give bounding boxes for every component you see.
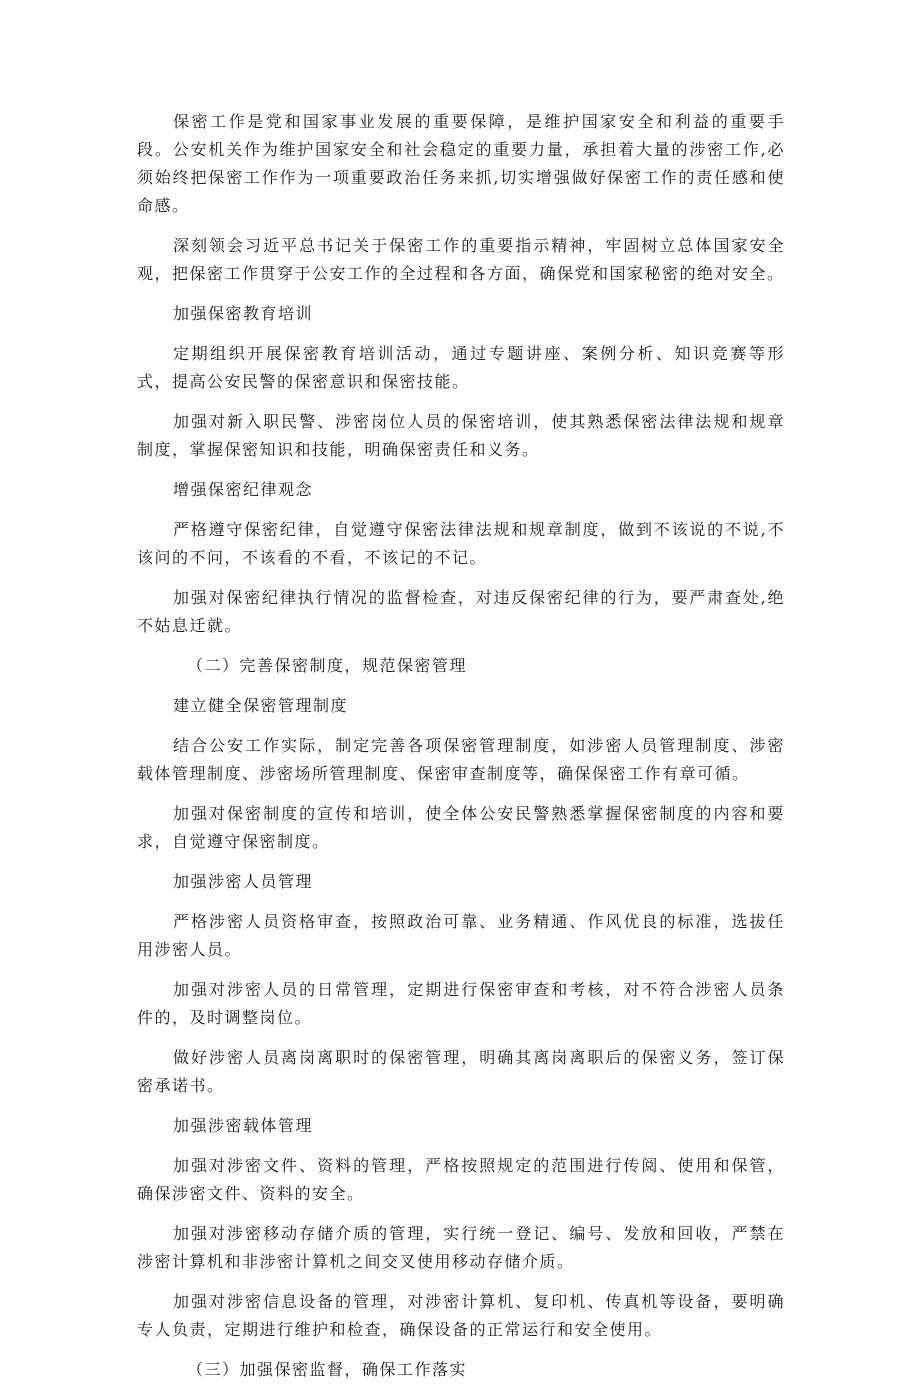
paragraph: 保密工作是党和国家事业发展的重要保障，是维护国家安全和利益的重要手段。公安机关作为维护国家安全和社会稳定的重要力量，承担着大量的涉密工作,必须始终把保密工作作为一项重要政治任务来抓,切实增强做好保密工作的责任感和使命感。: [137, 112, 785, 215]
subheading: 加强涉密载体管理: [173, 1116, 314, 1135]
document-body: [137, 108, 785, 1396]
paragraph: 严格涉密人员资格审查，按照政治可靠、业务精通、作风优良的标准，选拔任用涉密人员。: [137, 912, 785, 959]
paragraph: 加强对保密纪律执行情况的监督检查，对违反保密纪律的行为，要严肃查处,绝不姑息迁就。: [137, 588, 785, 635]
paragraph: 加强对涉密人员的日常管理，定期进行保密审查和考核，对不符合涉密人员条件的，及时调整岗位。: [137, 980, 785, 1027]
paragraph: 加强对涉密信息设备的管理，对涉密计算机、复印机、传真机等设备，要明确专人负责，定期进行维护和检查，确保设备的正常运行和安全使用。: [137, 1292, 785, 1339]
paragraph: 做好涉密人员离岗离职时的保密管理，明确其离岗离职后的保密义务，签订保密承诺书。: [137, 1048, 785, 1095]
subheading: 建立健全保密管理制度: [173, 696, 349, 715]
subheading: 加强涉密人员管理: [173, 872, 314, 891]
paragraph: 结合公安工作实际，制定完善各项保密管理制度，如涉密人员管理制度、涉密载体管理制度、涉密场所管理制度、保密审查制度等，确保保密工作有章可循。: [137, 736, 785, 783]
subheading: 加强保密教育培训: [173, 304, 314, 323]
section-heading: （二）完善保密制度，规范保密管理: [187, 656, 468, 675]
paragraph: 加强对涉密文件、资料的管理，严格按照规定的范围进行传阅、使用和保管，确保涉密文件、资料的安全。: [137, 1156, 785, 1203]
paragraph: 深刻领会习近平总书记关于保密工作的重要指示精神，牢固树立总体国家安全观，把保密工作贯穿于公安工作的全过程和各方面，确保党和国家秘密的绝对安全。: [137, 236, 785, 283]
paragraph: 加强对新入职民警、涉密岗位人员的保密培训，使其熟悉保密法律法规和规章制度，掌握保密知识和技能，明确保密责任和义务。: [137, 412, 785, 459]
paragraph: 定期组织开展保密教育培训活动，通过专题讲座、案例分析、知识竞赛等形式，提高公安民警的保密意识和保密技能。: [137, 344, 785, 391]
section-heading: （三）加强保密监督，确保工作落实: [187, 1360, 468, 1379]
paragraph: 严格遵守保密纪律，自觉遵守保密法律法规和规章制度，做到不该说的不说,不该问的不问，不该看的不看，不该记的不记。: [137, 520, 785, 567]
subheading: 增强保密纪律观念: [173, 480, 314, 499]
paragraph: 加强对涉密移动存储介质的管理，实行统一登记、编号、发放和回收，严禁在涉密计算机和非涉密计算机之间交叉使用移动存储介质。: [137, 1224, 785, 1271]
paragraph: 加强对保密制度的宣传和培训，使全体公安民警熟悉掌握保密制度的内容和要求，自觉遵守保密制度。: [137, 804, 785, 851]
